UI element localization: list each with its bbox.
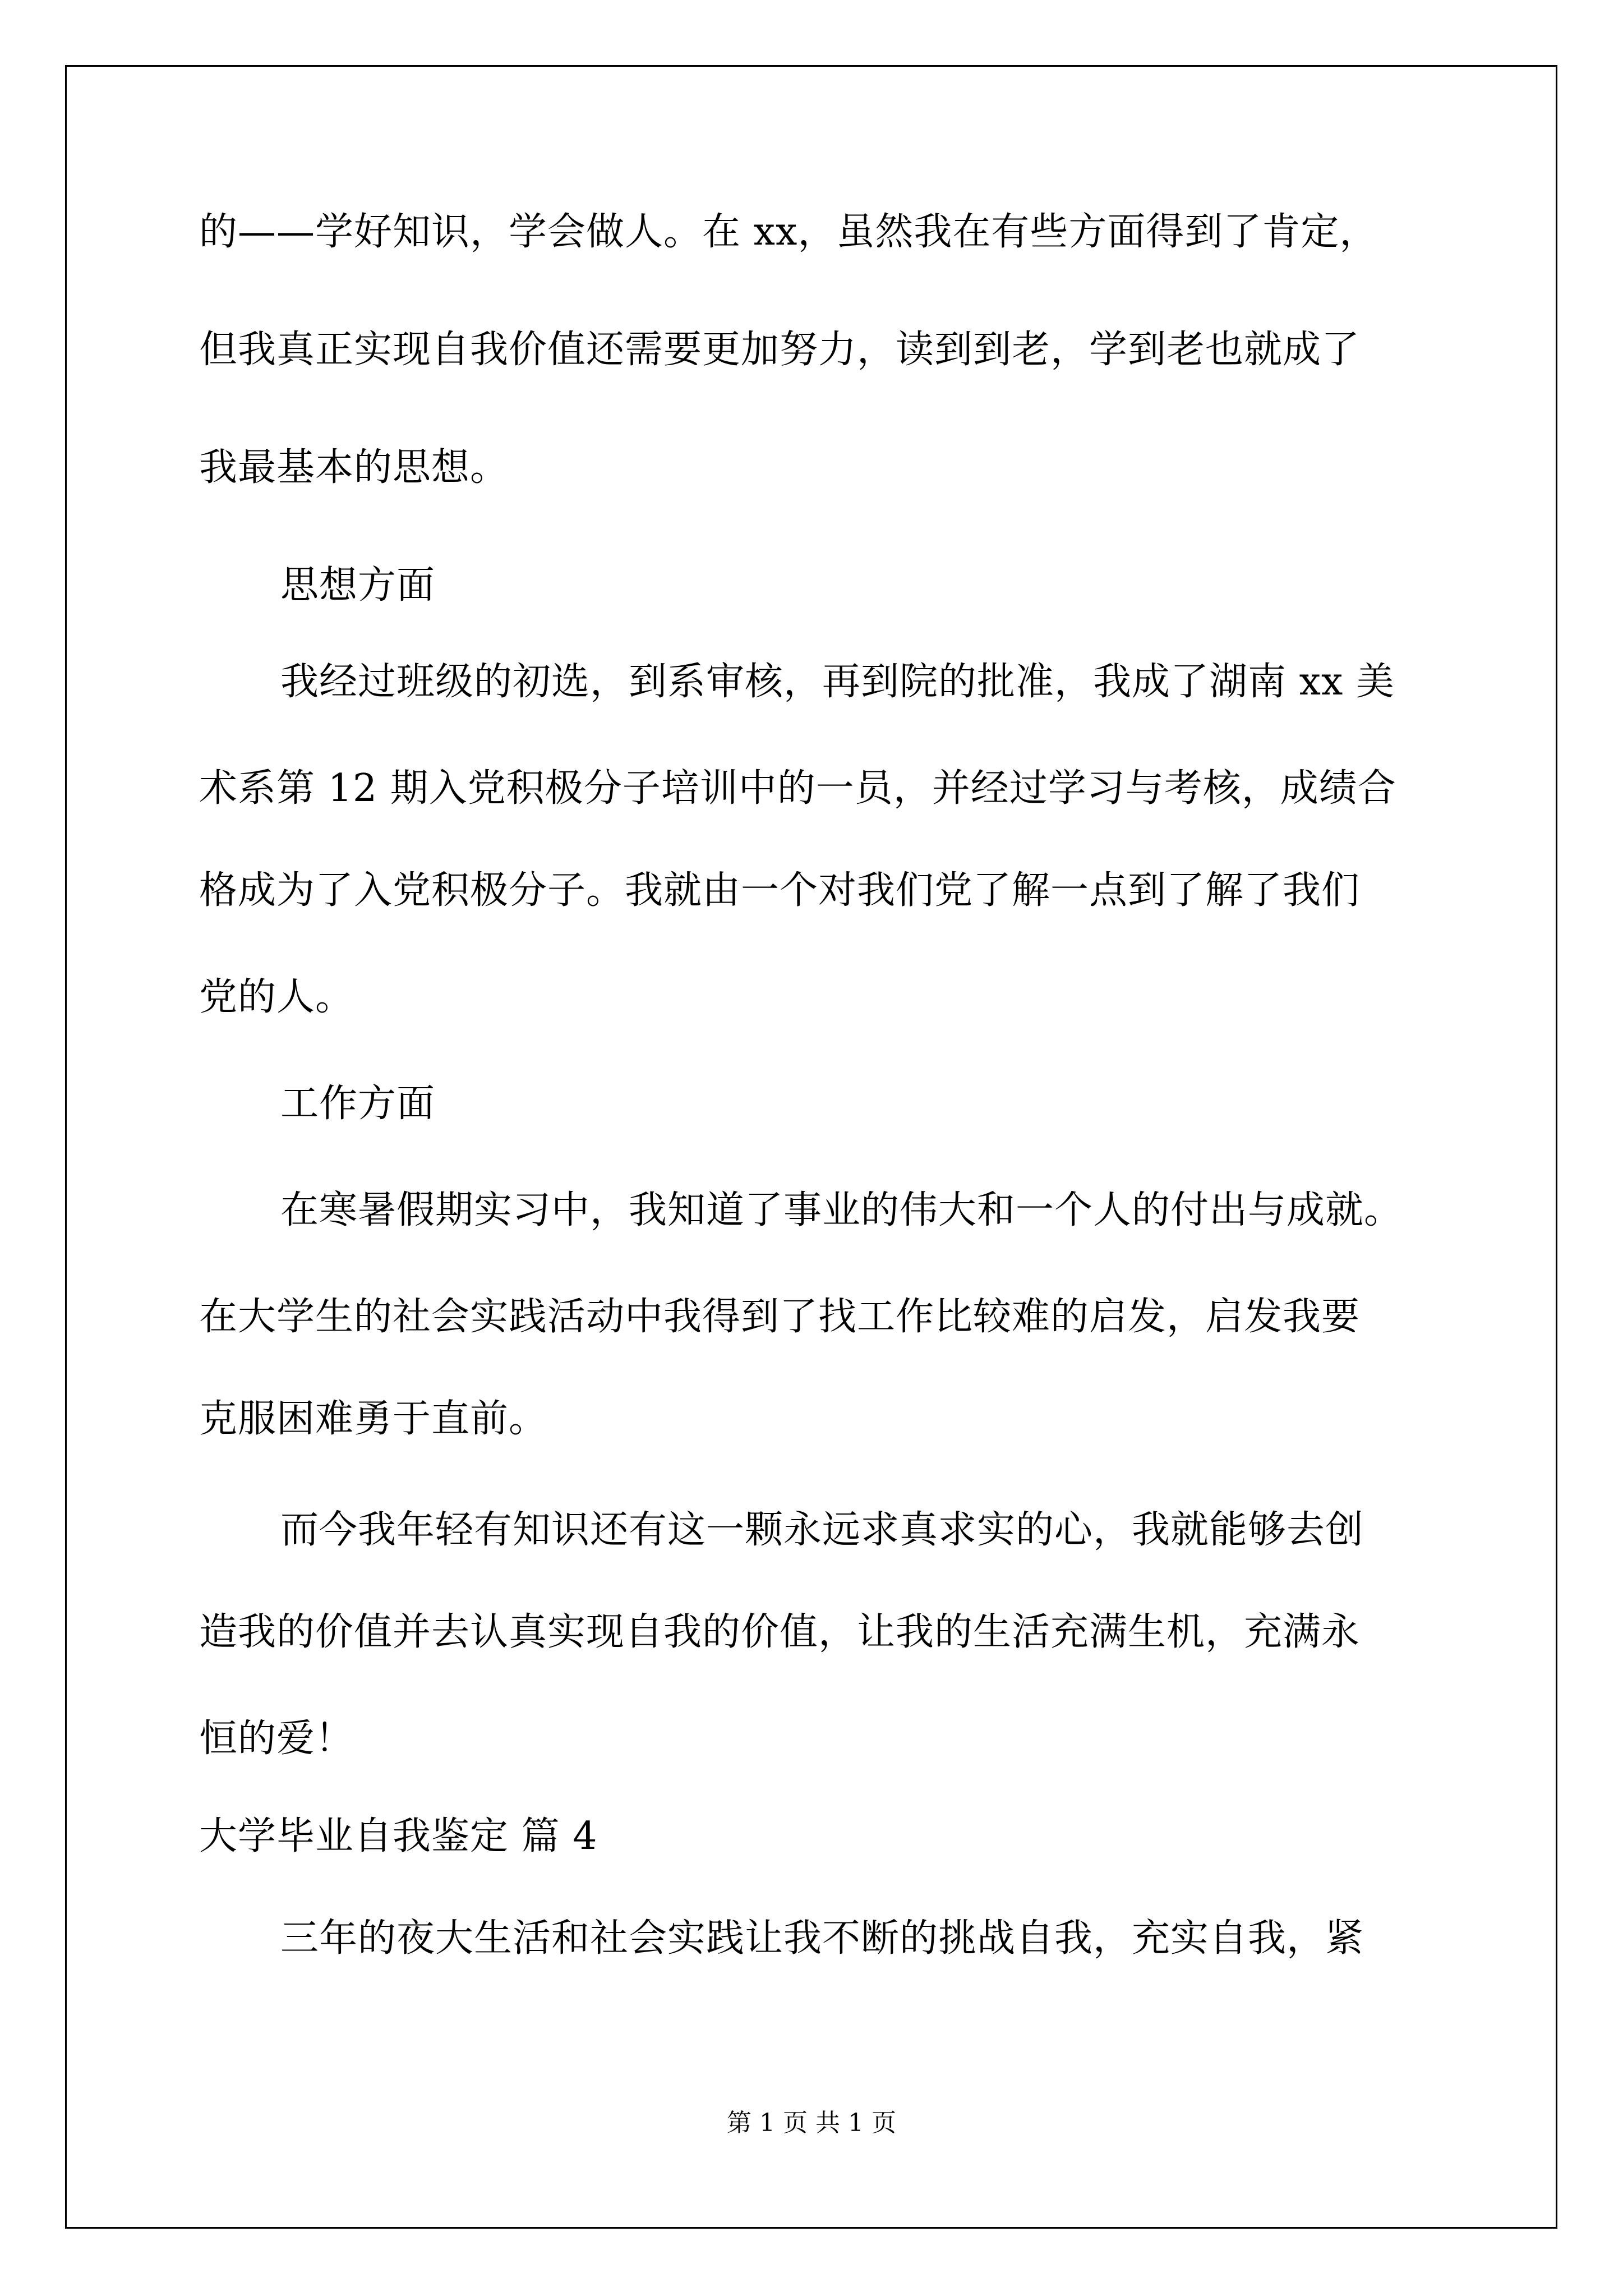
paragraph-line: 在大学生的社会实践活动中我得到了找工作比较难的启发，启发我要	[199, 1295, 1361, 1339]
subsection-heading-work: 工作方面	[280, 1082, 436, 1126]
paragraph-line: 造我的价值并去认真实现自我的价值，让我的生活充满生机，充满永	[199, 1610, 1361, 1654]
paragraph-line: 克服困难勇于直前。	[199, 1397, 548, 1441]
paragraph-line: 我经过班级的初选，到系审核，再到院的批准，我成了湖南 xx 美	[280, 660, 1395, 704]
paragraph-line: 的——学好知识，学会做人。在 xx，虽然我在有些方面得到了肯定，	[199, 210, 1378, 254]
paragraph-line: 我最基本的思想。	[199, 445, 509, 490]
paragraph-line: 但我真正实现自我价值还需要更加努力，读到到老，学到老也就成了	[199, 328, 1361, 372]
paragraph-line: 三年的夜大生活和社会实践让我不断的挑战自我，充实自我，紧	[280, 1916, 1364, 1961]
subsection-heading-thought: 思想方面	[280, 563, 436, 608]
section-title: 大学毕业自我鉴定 篇 4	[199, 1814, 598, 1858]
paragraph-line: 恒的爱！	[199, 1717, 354, 1761]
page-footer: 第 1 页 共 1 页	[727, 2109, 896, 2137]
paragraph-line: 而今我年轻有知识还有这一颗永远求真求实的心，我就能够去创	[280, 1508, 1364, 1552]
paragraph-line: 在寒暑假期实习中，我知道了事业的伟大和一个人的付出与成就。	[280, 1188, 1403, 1232]
page-border	[65, 65, 1557, 2229]
paragraph-line: 党的人。	[199, 975, 354, 1019]
paragraph-line: 格成为了入党积极分子。我就由一个对我们党了解一点到了解了我们	[199, 868, 1361, 913]
paragraph-line: 术系第 12 期入党积极分子培训中的一员，并经过学习与考核，成绩合	[199, 766, 1396, 811]
